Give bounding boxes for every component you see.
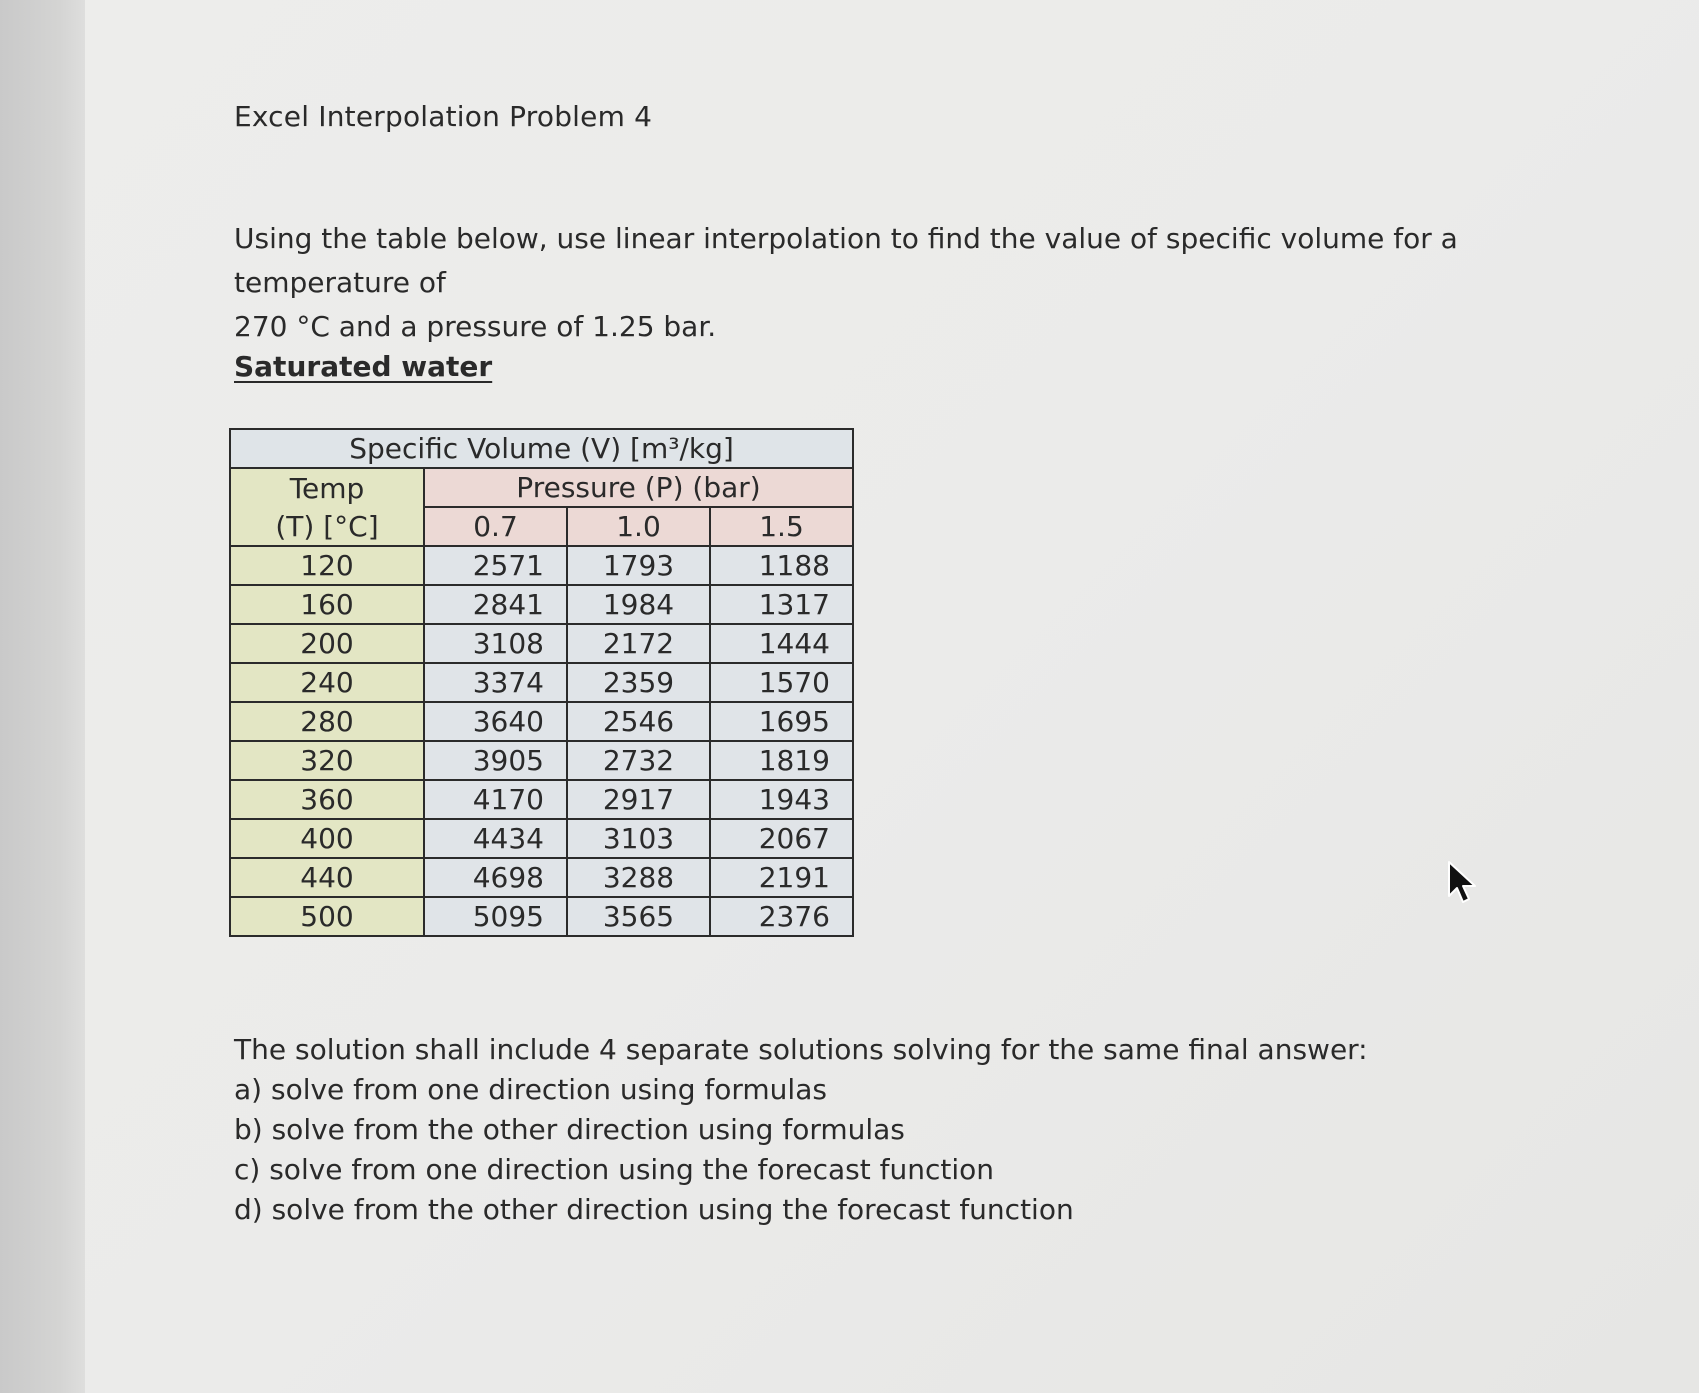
temp-header-line-2: (T) [°C] [230, 507, 424, 546]
volume-cell: 2917 [567, 780, 710, 819]
arrow-cursor-icon [1446, 860, 1480, 908]
temp-cell: 440 [230, 858, 424, 897]
volume-cell: 2067 [710, 819, 853, 858]
table-row [230, 546, 853, 585]
problem-statement [234, 217, 1564, 349]
left-margin-band [0, 0, 85, 1393]
document-title: Excel Interpolation Problem 4 [234, 100, 653, 133]
section-title: Saturated water [234, 350, 493, 383]
table-row [230, 819, 853, 858]
volume-cell: 2191 [710, 858, 853, 897]
volume-cell: 2732 [567, 741, 710, 780]
volume-cell: 1819 [710, 741, 853, 780]
temp-cell: 240 [230, 663, 424, 702]
volume-cell: 2841 [424, 585, 567, 624]
volume-cell: 2359 [567, 663, 710, 702]
temp-cell: 280 [230, 702, 424, 741]
problem-line-2: 270 °C and a pressure of 1.25 bar. [234, 310, 717, 343]
table-row [230, 858, 853, 897]
temp-cell: 120 [230, 546, 424, 585]
solution-intro: The solution shall include 4 separate solutions solving for the same final answer: [234, 1033, 1368, 1066]
solution-item-d: d) solve from the other direction using the forecast function [234, 1193, 1074, 1226]
table-row [230, 663, 853, 702]
pressure-header: Pressure (P) (bar) [424, 468, 853, 507]
volume-cell: 1444 [710, 624, 853, 663]
problem-line-1: Using the table below, use linear interpolation to find the value of specific volume for a temperature of [234, 222, 1458, 299]
pressure-0-7: 0.7 [424, 507, 567, 546]
volume-cell: 3108 [424, 624, 567, 663]
solution-item-c: c) solve from one direction using the forecast function [234, 1153, 994, 1186]
temp-cell: 320 [230, 741, 424, 780]
volume-cell: 2571 [424, 546, 567, 585]
volume-cell: 1695 [710, 702, 853, 741]
pressure-1-0: 1.0 [567, 507, 710, 546]
temp-cell: 160 [230, 585, 424, 624]
volume-cell: 5095 [424, 897, 567, 936]
table-row [230, 624, 853, 663]
volume-cell: 3640 [424, 702, 567, 741]
volume-cell: 1570 [710, 663, 853, 702]
volume-cell: 3288 [567, 858, 710, 897]
volume-cell: 2546 [567, 702, 710, 741]
temp-cell: 400 [230, 819, 424, 858]
solution-item-b: b) solve from the other direction using formulas [234, 1113, 905, 1146]
volume-cell: 3103 [567, 819, 710, 858]
volume-cell: 4170 [424, 780, 567, 819]
volume-cell: 1188 [710, 546, 853, 585]
volume-cell: 1317 [710, 585, 853, 624]
table-row [230, 780, 853, 819]
volume-cell: 4434 [424, 819, 567, 858]
table-row [230, 702, 853, 741]
temp-header-line-1: Temp [230, 468, 424, 507]
volume-cell: 1793 [567, 546, 710, 585]
table-row [230, 741, 853, 780]
specific-volume-table [229, 428, 854, 937]
volume-cell: 3374 [424, 663, 567, 702]
pressure-1-5: 1.5 [710, 507, 853, 546]
table-row [230, 585, 853, 624]
volume-cell: 2172 [567, 624, 710, 663]
temp-cell: 500 [230, 897, 424, 936]
volume-cell: 1943 [710, 780, 853, 819]
solution-item-a: a) solve from one direction using formulas [234, 1073, 827, 1106]
solution-requirements [234, 1030, 1368, 1230]
temp-cell: 200 [230, 624, 424, 663]
temp-cell: 360 [230, 780, 424, 819]
table-main-header: Specific Volume (V) [m³/kg] [230, 429, 853, 468]
table-row [230, 897, 853, 936]
volume-cell: 2376 [710, 897, 853, 936]
volume-cell: 3905 [424, 741, 567, 780]
volume-cell: 4698 [424, 858, 567, 897]
volume-cell: 3565 [567, 897, 710, 936]
volume-cell: 1984 [567, 585, 710, 624]
